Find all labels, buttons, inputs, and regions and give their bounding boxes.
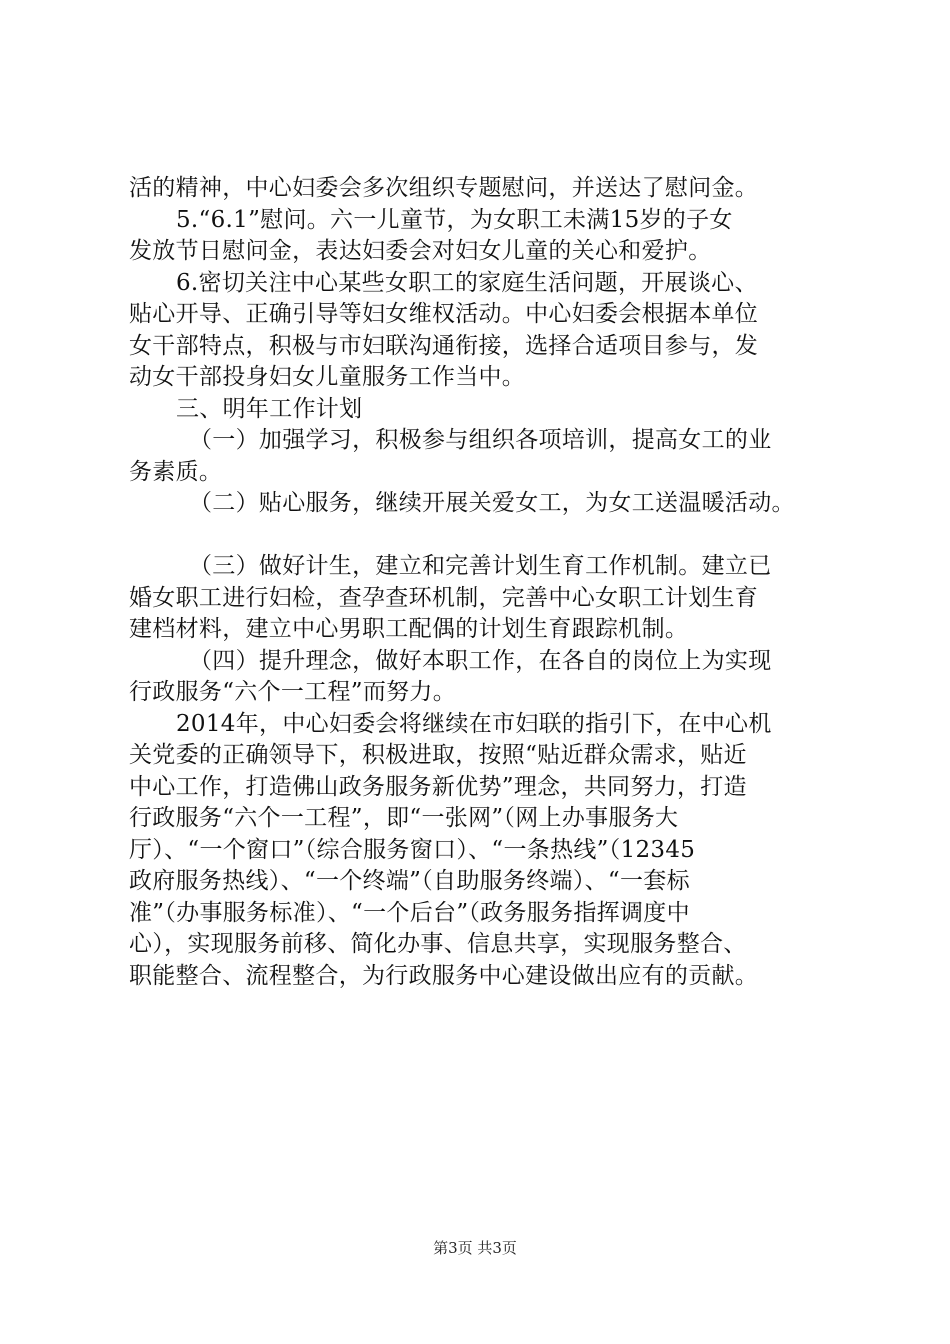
- blank-line: [129, 520, 849, 552]
- text-line: 活的精神，中心妇委会多次组织专题慰问，并送达了慰问金。: [129, 175, 759, 201]
- text-line: （一）加强学习，积极参与组织各项培训，提高女工的业: [189, 427, 772, 453]
- text-line: 中心工作，打造佛山政务服务新优势”理念，共同努力，打造: [129, 773, 747, 800]
- text-line: 6.密切关注中心某些女职工的家庭生活问题，开展谈心、: [176, 269, 758, 296]
- text-line: 动女干部投身妇女儿童服务工作当中。: [129, 364, 526, 390]
- text-line: 心），实现服务前移、简化办事、信息共享，实现服务整合、: [129, 931, 747, 957]
- text-line: 职能整合、流程整合，为行政服务中心建设做出应有的贡献。: [129, 962, 759, 989]
- text-line: 关党委的正确领导下，积极进取，按照“贴近群众需求，贴近: [129, 742, 747, 768]
- text-line: 5.“6.1”慰问。六一儿童节，为女职工未满15岁的子女: [176, 206, 733, 233]
- page-number-footer: 第3页 共3页: [433, 1239, 517, 1257]
- text-line: 贴心开导、正确引导等妇女维权活动。中心妇委会根据本单位: [129, 301, 759, 327]
- text-line: 政府服务热线）、“一个终端”（自助服务终端）、“一套标: [129, 868, 690, 894]
- text-line: 准”（办事服务标准）、“一个后台”（政务服务指挥调度中: [129, 899, 690, 926]
- text-line: 务素质。: [129, 458, 223, 485]
- text-line: （三）做好计生，建立和完善计划生育工作机制。建立已: [189, 553, 772, 579]
- document-body: [129, 173, 849, 992]
- text-line: 2014年，中心妇委会将继续在市妇联的指引下，在中心机: [176, 710, 772, 737]
- text-line: （二）贴心服务，继续开展关爱女工，为女工送温暖活动。: [189, 490, 795, 516]
- text-line: 厅）、“一个窗口”（综合服务窗口）、“一条热线”（12345: [129, 836, 696, 863]
- text-line: （四）提升理念，做好本职工作，在各自的岗位上为实现: [189, 647, 772, 674]
- text-line: 行政服务“六个一工程”而努力。: [129, 679, 457, 705]
- text-line: 婚女职工进行妇检，查孕查环机制，完善中心女职工计划生育: [129, 584, 759, 611]
- text-line: 行政服务“六个一工程”，即“一张网”（网上办事服务大: [129, 805, 679, 831]
- text-line: 发放节日慰问金，表达妇委会对妇女儿童的关心和爱护。: [129, 238, 712, 264]
- text-line: 女干部特点，积极与市妇联沟通衔接，选择合适项目参与，发: [129, 332, 759, 359]
- text-line: 建档材料，建立中心男职工配偶的计划生育跟踪机制。: [129, 616, 689, 642]
- section-heading: 三、明年工作计划: [176, 395, 363, 422]
